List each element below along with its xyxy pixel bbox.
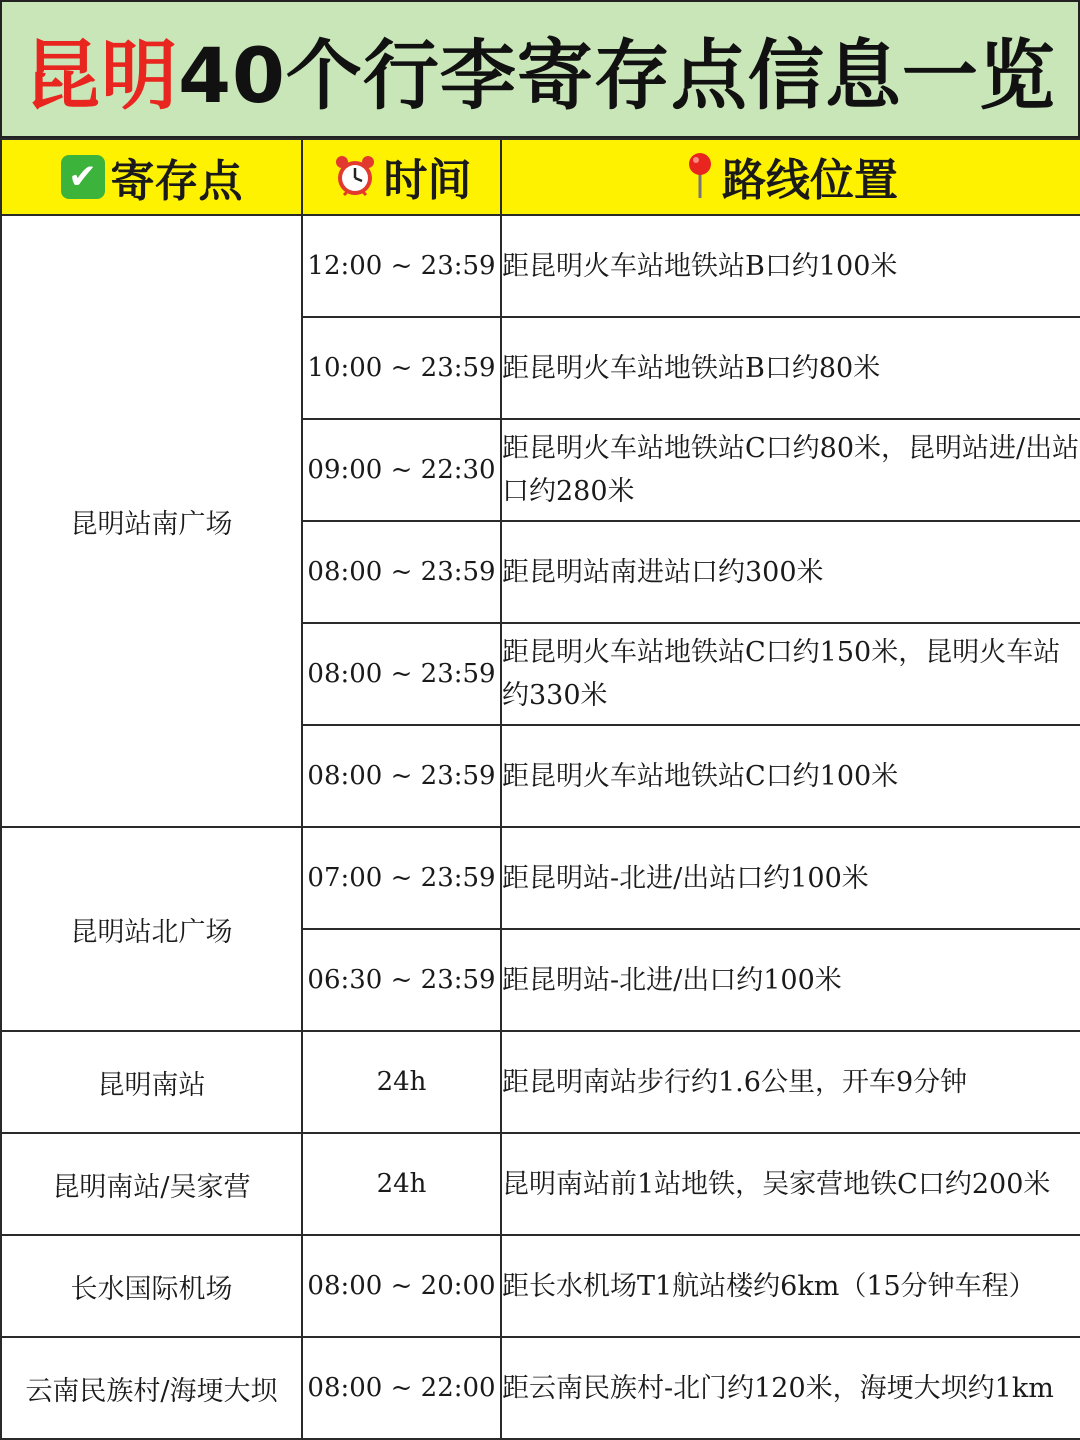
header-time — [302, 139, 501, 215]
opening-hours-cell: 08:00 ~ 22:00 — [302, 1337, 501, 1439]
opening-hours-cell: 24h — [302, 1031, 501, 1133]
table-row — [1, 1031, 1080, 1133]
header-place-label: 寄存点 — [110, 156, 243, 207]
storage-place-cell: 昆明站北广场 — [1, 827, 302, 1031]
storage-place-cell: 长水国际机场 — [1, 1235, 302, 1337]
opening-hours-cell: 12:00 ~ 23:59 — [302, 215, 501, 317]
route-location-cell: 距昆明火车站地铁站C口约80米，昆明站进/出站口约280米 — [501, 419, 1080, 521]
table-row — [1, 215, 1080, 317]
route-location-cell: 距云南民族村-北门约120米，海埂大坝约1km — [501, 1337, 1080, 1439]
opening-hours-cell: 07:00 ~ 23:59 — [302, 827, 501, 929]
opening-hours-cell: 09:00 ~ 22:30 — [302, 419, 501, 521]
storage-place-cell: 云南民族村/海埂大坝 — [1, 1337, 302, 1439]
opening-hours-cell: 24h — [302, 1133, 501, 1235]
route-location-cell: 距昆明火车站地铁站B口约80米 — [501, 317, 1080, 419]
header-time-label: 时间 — [383, 155, 472, 206]
table-row — [1, 827, 1080, 929]
storage-place-cell: 昆明站南广场 — [1, 215, 302, 827]
title-highlight: 昆明 — [24, 30, 179, 120]
table-row — [1, 1337, 1080, 1439]
check-mark-icon: ✔ — [61, 155, 105, 199]
storage-table — [0, 138, 1080, 1440]
opening-hours-cell: 08:00 ~ 23:59 — [302, 725, 501, 827]
header-place — [1, 139, 302, 215]
route-location-cell: 距昆明站-北进/出站口约100米 — [501, 827, 1080, 929]
opening-hours-cell: 08:00 ~ 23:59 — [302, 521, 501, 623]
route-location-cell: 距昆明火车站地铁站B口约100米 — [501, 215, 1080, 317]
alarm-clock-icon — [332, 153, 378, 199]
route-location-cell: 距昆明火车站地铁站C口约100米 — [501, 725, 1080, 827]
table-row — [1, 1235, 1080, 1337]
opening-hours-cell: 08:00 ~ 20:00 — [302, 1235, 501, 1337]
route-location-cell: 距昆明火车站地铁站C口约150米，昆明火车站约330米 — [501, 623, 1080, 725]
storage-place-cell: 昆明南站/吴家营 — [1, 1133, 302, 1235]
opening-hours-cell: 06:30 ~ 23:59 — [302, 929, 501, 1031]
storage-place-cell: 昆明南站 — [1, 1031, 302, 1133]
header-row — [1, 139, 1080, 215]
header-route-label: 路线位置 — [722, 154, 898, 206]
route-location-cell: 距长水机场T1航站楼约6km（15分钟车程） — [501, 1235, 1080, 1337]
opening-hours-cell: 08:00 ~ 23:59 — [302, 623, 501, 725]
route-location-cell: 距昆明站-北进/出口约100米 — [501, 929, 1080, 1031]
pushpin-icon — [684, 152, 716, 200]
route-location-cell: 距昆明站南进站口约300米 — [501, 521, 1080, 623]
opening-hours-cell: 10:00 ~ 23:59 — [302, 317, 501, 419]
page-title — [0, 0, 1080, 138]
header-route — [501, 139, 1080, 215]
route-location-cell: 距昆明南站步行约1.6公里，开车9分钟 — [501, 1031, 1080, 1133]
route-location-cell: 昆明南站前1站地铁，吴家营地铁C口约200米 — [501, 1133, 1080, 1235]
table-row — [1, 1133, 1080, 1235]
title-rest: 40个行李寄存点信息一览 — [178, 30, 1056, 120]
